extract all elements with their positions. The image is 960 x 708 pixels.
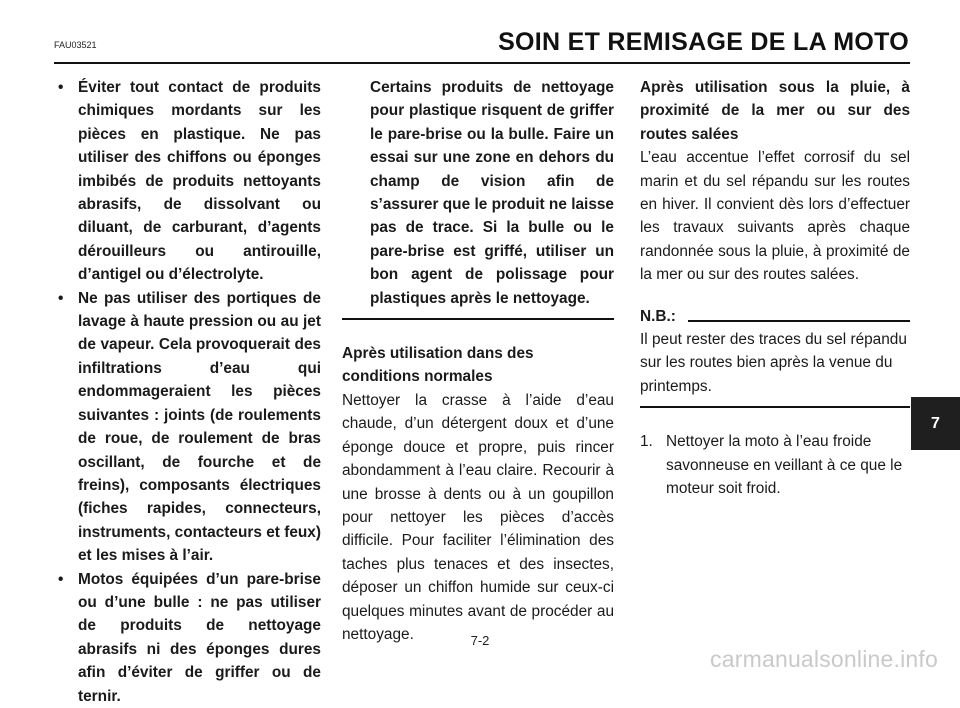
bullet-item	[58, 76, 321, 287]
salt-conditions-heading: Après utilisation sous la pluie, à proximité de la mer ou sur des routes salées	[640, 79, 910, 143]
watermark: carmanualsonline.info	[710, 646, 938, 672]
page-number: 7-2	[470, 633, 490, 648]
note-text: Il peut rester des traces du sel répandu sur les routes bien après la venue du printemps.	[640, 331, 907, 395]
column-2	[342, 76, 614, 646]
bullet-marker: •	[58, 289, 64, 307]
document-code: FAU03521	[54, 40, 97, 50]
windshield-caution-text: Certains produits de nettoyage pour plastique risquent de griffer le pare-brise ou la bulle. Faire un essai sur une zone en dehors du champ de vision afin de s’assurer que le produit ne laisse pas de trace. Si la bulle ou le pare-brise est griffé, utiliser un bon agent de polissage pour plastiques après le nettoyage.	[370, 79, 614, 307]
step-text: Nettoyer la moto à l’eau froide savonneuse en veillant à ce que le moteur soit froid.	[666, 433, 903, 498]
section-title: SOIN ET REMISAGE DE LA MOTO	[498, 28, 909, 56]
note-label: N.B.:	[640, 307, 676, 325]
bullet-marker: •	[58, 79, 64, 96]
column-1	[58, 76, 321, 708]
bullet-marker: •	[58, 570, 64, 588]
salt-conditions-body: L’eau accentue l’effet corrosif du sel marin et du sel répandu sur les routes en hiver. Il convient dès lors d’effectuer les travaux suivants après chaque randonnée sous la pluie, à proximité de la mer ou sur des routes salées.	[640, 149, 910, 284]
bullet-text: Éviter tout contact de produits chimiques mordants sur les pièces en plastique. Ne pas utiliser des chiffons ou éponges imbibés de produits nettoyants abrasifs, de dissolvant ou diluant, de carburant, d’agents dérouilleurs ou antirouille, d’antigel ou d’électrolyte.	[78, 79, 321, 284]
bullet-text: Motos équipées d’un pare-brise ou d’une bulle : ne pas utiliser de produits de nettoyage abrasifs ni des éponges dures afin d’éviter de griffer ou de ternir.	[78, 570, 321, 705]
step-item	[640, 430, 910, 500]
note-header	[640, 305, 910, 328]
step-number: 1.	[640, 433, 653, 451]
bullet-item	[58, 287, 321, 568]
normal-conditions-heading: Après utilisation dans des conditions normales	[342, 345, 534, 386]
note-end-rule	[640, 406, 910, 408]
chapter-tab: 7	[911, 397, 960, 450]
header-rule	[54, 62, 910, 64]
caution-end-rule	[342, 318, 614, 320]
column-3	[640, 76, 910, 501]
note-rule	[688, 320, 910, 322]
normal-conditions-body: Nettoyer la crasse à l’aide d’eau chaude, d’un détergent doux et d’une éponge douce et propre, puis rincer abondamment à l’eau claire. Recourir à une brosse à dents ou à un goupillon pour nettoyer les pièces d’accès difficile. Pour faciliter l’élimination des taches plus tenaces et des insectes, déposer un chiffon humide sur ceux-ci quelques minutes avant de procéder au nettoyage.	[342, 391, 614, 643]
bullet-text: Ne pas utiliser des portiques de lavage à haute pression ou au jet de vapeur. Cela provoquerait des infiltrations d’eau qui endommageraient les pièces suivantes : joints (de roulements de roue, de roulement de bras oscillant, de fourche et de freins), composants électriques (fiches rapides, connecteurs, instruments, contacteurs et feux) et les mises à l’air.	[78, 289, 321, 565]
